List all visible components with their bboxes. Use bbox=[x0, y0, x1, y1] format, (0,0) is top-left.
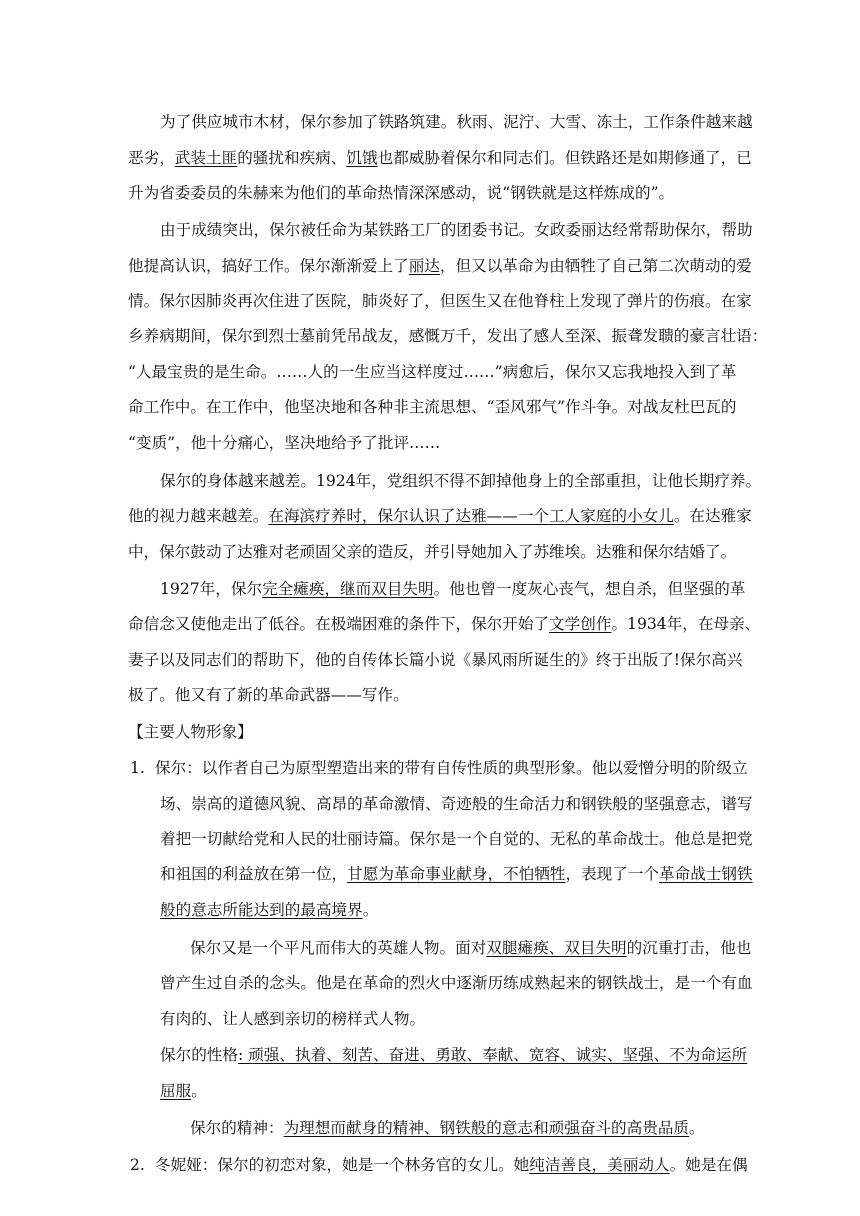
subparagraph-line: 保尔的精神：为理想而献身的精神、钢铁般的意志和顽强奋斗的高贵品质。 bbox=[190, 1119, 705, 1137]
underlined-phrase: 纯洁善良，美丽动人 bbox=[529, 1156, 670, 1174]
paragraph-line: 他提高认识，搞好工作。保尔渐渐爱上了丽达，但又以革命为由牺牲了自己第二次萌动的爱 bbox=[128, 257, 752, 275]
underlined-phrase: 双腿瘫痪、双目失明 bbox=[486, 939, 627, 957]
paragraph-line: 为了供应城市木材，保尔参加了铁路筑建。秋雨、泥泞、大雪、冻土，工作条件越来越 bbox=[160, 113, 753, 131]
paragraph-line: 极了。他又有了新的革命武器——写作。 bbox=[128, 686, 409, 704]
paragraph-line: “人最宝贵的是生命。……人的一生应当这样度过……”病愈后，保尔又忘我地投入到了革 bbox=[128, 363, 737, 381]
underlined-phrase: 革命战士钢铁 bbox=[659, 865, 753, 883]
underlined-phrase: 完全瘫痪，继而双目失明 bbox=[262, 580, 434, 598]
paragraph-line: 命工作中。在工作中，他坚决地和各种非主流思想、“歪风邪气”作斗争。对战友杜巴瓦的 bbox=[128, 398, 737, 416]
underlined-phrase: 般的意志所能达到的最高境界 bbox=[160, 901, 363, 919]
paragraph-line: 恶劣，武装土匪的骚扰和疾病、饥饿也都威胁着保尔和同志们。但铁路还是如期修通了，已 bbox=[128, 149, 752, 167]
subparagraph-line: 屈服。 bbox=[160, 1082, 207, 1100]
paragraph-line: 命信念又使他走出了低谷。在极端困难的条件下，保尔开始了文学创作。1934年，在母亲、 bbox=[128, 615, 761, 633]
underlined-phrase: 丽达 bbox=[408, 257, 440, 275]
underlined-phrase: 在海滨疗养时，保尔认识了达雅——一个工人家庭的小女儿 bbox=[268, 507, 674, 525]
paragraph-line: “变质”，他十分痛心，坚决地给予了批评…… bbox=[128, 434, 441, 452]
underlined-phrase: 饥饿 bbox=[346, 149, 378, 167]
list-item-line: 保尔：以作者自己为原型塑造出来的带有自传性质的典型形象。他以爱憎分明的阶级立 bbox=[155, 759, 748, 777]
paragraph-line: 保尔的身体越来越差。1924年，党组织不得不卸掉他身上的全部重担，让他长期疗养。 bbox=[160, 472, 762, 490]
paragraph-line: 中，保尔鼓动了达雅对老顽固父亲的造反，并引导她加入了苏维埃。达雅和保尔结婚了。 bbox=[128, 543, 737, 561]
paragraph-line: 乡养病期间，保尔到烈士墓前凭吊战友，感慨万千，发出了感人至深、振聋发聩的豪言壮语： bbox=[128, 327, 768, 345]
paragraph-line: 升为省委委员的朱赫来为他们的革命热情深深感动，说“钢铁就是这样炼成的”。 bbox=[128, 184, 675, 202]
list-item-line: 般的意志所能达到的最高境界。 bbox=[160, 901, 379, 919]
paragraph-line: 妻子以及同志们的帮助下，他的自传体长篇小说《暴风雨所诞生的》终于出版了!保尔高兴 bbox=[128, 651, 743, 669]
subparagraph-line: 保尔的性格: 顽强、执着、刻苦、奋进、勇敢、奉献、宽容、诚实、坚强、不为命运所 bbox=[160, 1046, 748, 1064]
subparagraph-line: 曾产生过自杀的念头。他是在革命的烈火中逐渐历练成熟起来的钢铁战士，是一个有血 bbox=[160, 974, 753, 992]
paragraph-line: 他的视力越来越差。在海滨疗养时，保尔认识了达雅——一个工人家庭的小女儿。在达雅家 bbox=[128, 507, 752, 525]
paragraph-line: 情。保尔因肺炎再次住进了医院，肺炎好了，但医生又在他脊柱上发现了弹片的伤痕。在家 bbox=[128, 292, 752, 310]
underlined-phrase: 屈服 bbox=[160, 1082, 192, 1100]
section-heading: 【主要人物形象】 bbox=[128, 723, 253, 741]
list-item-line: 冬妮娅：保尔的初恋对象，她是一个林务官的女儿。她纯洁善良，美丽动人。她是在偶 bbox=[155, 1156, 748, 1174]
underlined-phrase: 甘愿为革命事业献身，不怕牺牲 bbox=[347, 865, 566, 883]
subparagraph-line: 有肉的、让人感到亲切的榜样式人物。 bbox=[160, 1010, 426, 1028]
list-item-line: 和祖国的利益放在第一位，甘愿为革命事业献身，不怕牺牲，表现了一个革命战士钢铁 bbox=[160, 865, 753, 883]
paragraph-line: 1927年，保尔完全瘫痪，继而双目失明。他也曾一度灰心丧气，想自杀，但坚强的革 bbox=[160, 580, 746, 598]
list-item-line: 场、崇高的道德风貌、高昂的革命激情、奇迹般的生命活力和钢铁般的坚强意志，谱写 bbox=[160, 795, 753, 813]
underlined-phrase: 武装土匪 bbox=[174, 149, 238, 167]
paragraph-line: 由于成绩突出，保尔被任命为某铁路工厂的团委书记。女政委丽达经常帮助保尔，帮助 bbox=[160, 221, 753, 239]
underlined-phrase: 为理想而献身的精神、钢铁般的意志和顽强奋斗的高贵品质 bbox=[283, 1119, 690, 1137]
list-number: 1. bbox=[130, 759, 145, 777]
list-number: 2. bbox=[130, 1156, 145, 1174]
subparagraph-line: 保尔又是一个平凡而伟大的英雄人物。面对双腿瘫痪、双目失明的沉重打击，他也 bbox=[190, 939, 752, 957]
underlined-phrase: : 顽强、执着、刻苦、奋进、勇敢、奉献、宽容、诚实、坚强、不为命运所 bbox=[237, 1046, 748, 1064]
list-item-line: 着把一切献给党和人民的壮丽诗篇。保尔是一个自觉的、无私的革命战士。他总是把党 bbox=[160, 830, 753, 848]
underlined-phrase: 文学创作 bbox=[549, 615, 612, 633]
